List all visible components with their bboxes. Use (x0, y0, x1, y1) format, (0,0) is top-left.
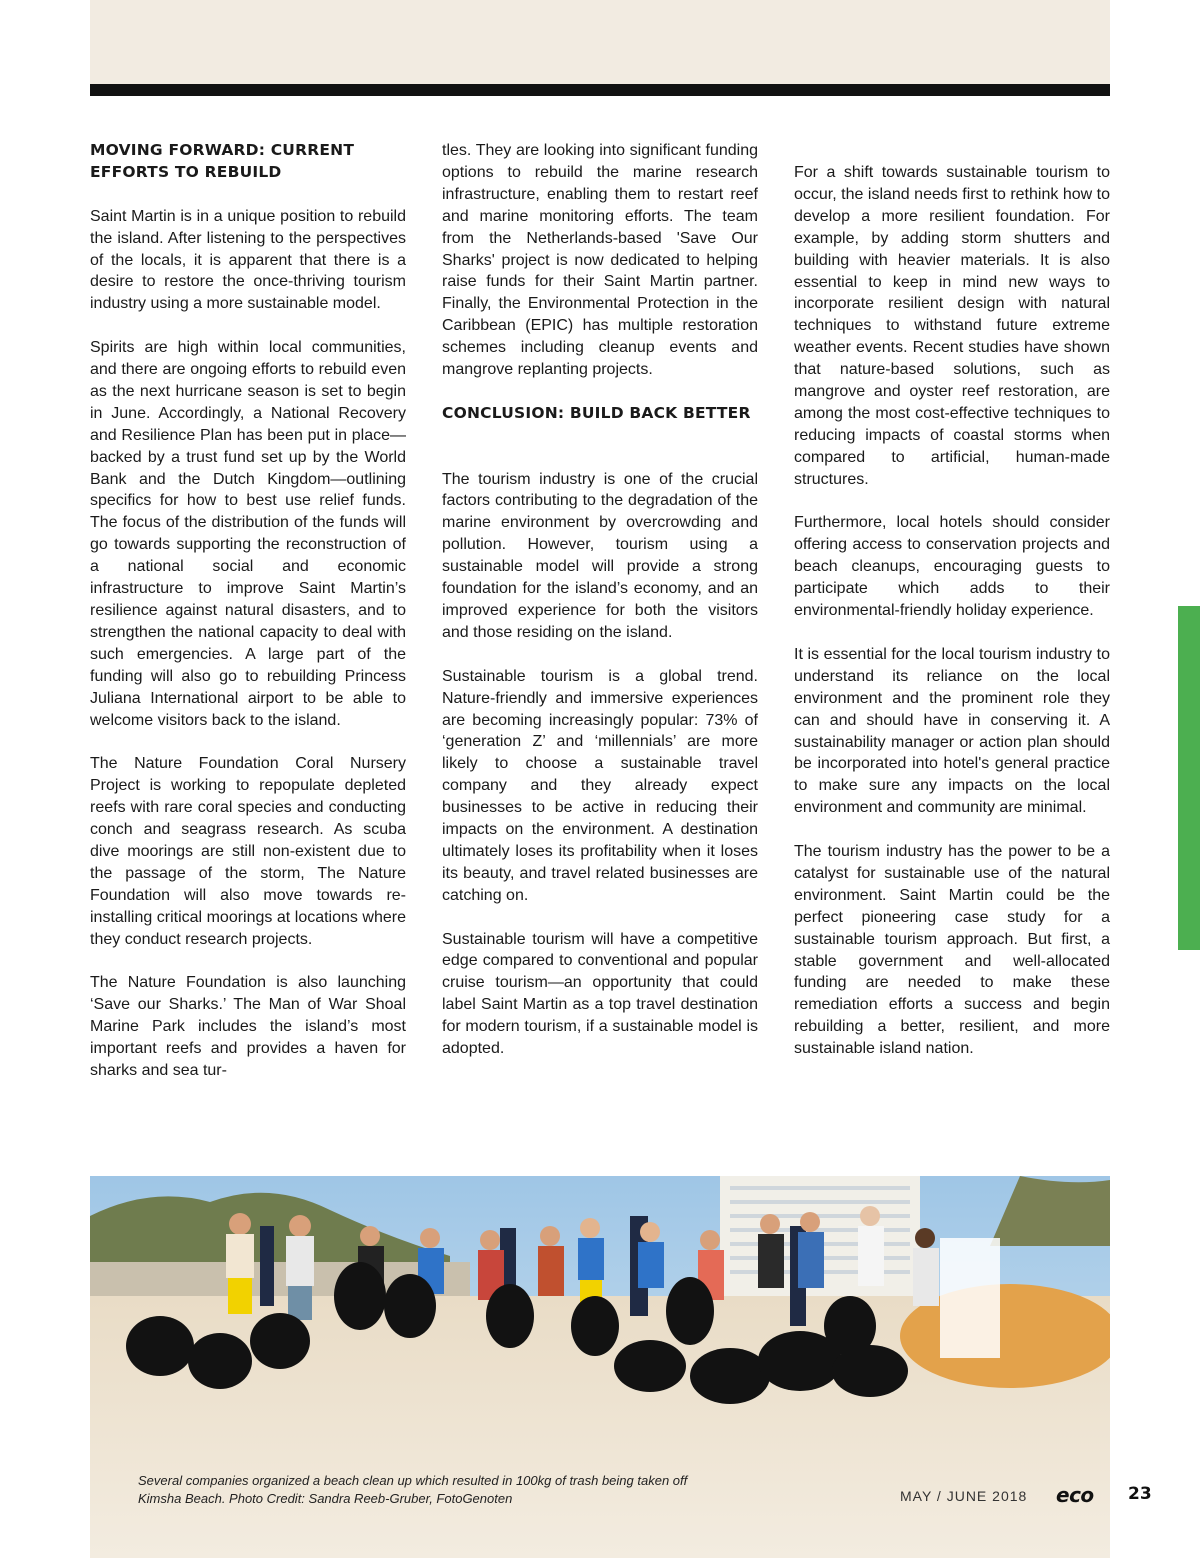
issue-date: MAY / JUNE 2018 (900, 1488, 1028, 1504)
paragraph: For a shift towards sustainable tourism to occur, the island needs first to rethink how to develop a more resilient foundation. For example, by adding storm shutters and building with heavier materials. It is also essential to keep in mind new ways to incorporate resilient design with natural techniques to withstand future extreme weather events. Recent studies have shown that nature-based solutions, such as mangrove and oyster reef restoration, are among the most cost-effective techniques to reducing impacts of coastal storms when compared to artificial, human-made structures. (794, 164, 1110, 488)
article-column-2 (442, 140, 758, 1082)
section-tab (1178, 606, 1200, 950)
paragraph: The Nature Foundation is also launching ‘Save our Sharks.’ The Man of War Shoal Marine Park includes the island’s most important reefs and provides a haven for sharks and sea tur- (90, 974, 406, 1079)
paragraph: Spirits are high within local communities, and there are ongoing efforts to rebuild even as the next hurricane season is set to begin in June. Accordingly, a National Recovery and Resilience Plan has been put in place—backed by a trust fund set up by the World Bank and the Dutch Kingdom—outlining specifics for how to best use relief funds. The focus of the distribution of the funds will go towards supporting the reconstruction of a national social and economic infrastructure to improve Saint Martin’s resilience against natural disasters, and to strengthen the national capacity to deal with such emergencies. A large part of the funding will also go to rebuilding Princess Juliana International airport to be able to welcome visitors back to the island. (90, 339, 406, 729)
section-heading-moving-forward: MOVING FORWARD: CURRENT EFFORTS TO REBUILD (90, 141, 355, 181)
photo-caption (138, 1472, 838, 1508)
paragraph: Saint Martin is in a unique position to rebuild the island. After listening to the perspectives of the locals, it is apparent that there is a desire to restore the once-thriving tourism industry using a more sustainable model. (90, 207, 406, 313)
article-column-3 (794, 162, 1110, 1082)
paragraph: Furthermore, local hotels should consider offering access to conservation projects and beach cleanups, encouraging guests to participate which adds to their environmental-friendly holiday experience. (794, 514, 1110, 620)
paragraph: It is essential for the local tourism industry to understand its reliance on the local environment and the prominent role they can and should have in conserving it. A sustainability manager or action plan should be incorporated into hotel's general practice to make sure any impacts on the local environment and community are minimal. (794, 645, 1110, 817)
magazine-logo: eco (1056, 1483, 1094, 1507)
paragraph: The tourism industry is one of the crucial factors contributing to the degradation of the marine environment by overcrowding and pollution. However, tourism using a sustainable model will provide a strong foundation for the island’s economy, and an improved experience for both the visitors and those residing on the island. (442, 470, 758, 641)
paragraph: Sustainable tourism is a global trend. Nature-friendly and immersive experiences are becoming increasingly popular: 73% of ‘generation Z’ and ‘millennials’ are more likely to choose a sustainable travel company and they already expect businesses to be active in reducing their impacts on the environment. A destination ultimately loses its profitability when it loses its beauty, and travel related businesses are catching on. (442, 667, 758, 904)
paragraph: The tourism industry has the power to be a catalyst for sustainable use of the natural environment. Saint Martin could be the perfect pioneering case study for a sustainable tourism approach. But first, a stable government and well-allocated funding are needed to make these remediation efforts a success and begin rebuilding a better, resilient, and more sustainable island nation. (794, 843, 1110, 1058)
paragraph: tles. They are looking into significant funding options to rebuild the marine research infrastructure, enabling them to restart reef and marine monitoring efforts. The team from the Netherlands-based 'Save Our Sharks' project is now dedicated to helping raise funds for their Saint Martin partner. Finally, the Environmental Protection in the Caribbean (EPIC) has multiple restoration schemes including cleanup events and mangrove replanting projects. (442, 142, 758, 379)
caption-line: Several companies organized a beach clean up which resulted in 100kg of trash being taken off (138, 1473, 688, 1488)
caption-line: Kimsha Beach. Photo Credit: Sandra Reeb-Gruber, FotoGenoten (138, 1491, 513, 1506)
paragraph: The Nature Foundation Coral Nursery Project is working to repopulate depleted reefs with rare coral species and conducting conch and seagrass research. As scuba dive moorings are still non-existent due to the passage of the storm, The Nature Foundation will also move towards re-installing critical moorings at locations where they conduct research projects. (90, 755, 406, 948)
page-number: 23 (1128, 1484, 1152, 1504)
header-band (90, 0, 1110, 84)
header-rule (90, 84, 1110, 96)
section-heading-conclusion: CONCLUSION: BUILD BACK BETTER (442, 403, 751, 422)
article-column-1 (90, 140, 406, 1104)
paragraph: Sustainable tourism will have a competitive edge compared to conventional and popular cruise tourism—an opportunity that could label Saint Martin as a top travel destination for modern tourism, if a sustainable model is adopted. (442, 930, 758, 1058)
